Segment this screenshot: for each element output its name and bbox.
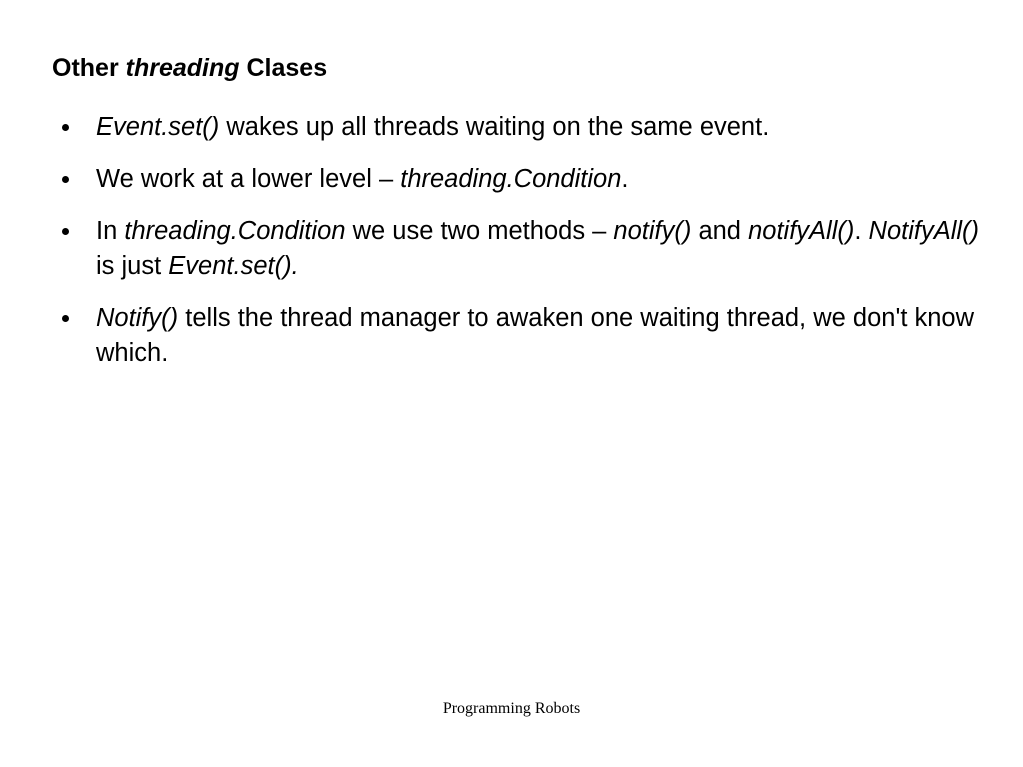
title-text-regular: Other bbox=[52, 54, 126, 82]
bullet-text: and bbox=[691, 217, 749, 245]
bullet-text: we use two methods – bbox=[345, 217, 614, 245]
bullet-dot-icon bbox=[62, 315, 69, 322]
bullet-text-italic: Event.set() bbox=[96, 113, 220, 141]
bullet-text-italic: threading.Condition bbox=[400, 165, 622, 193]
bullet-text-italic: Notify() bbox=[96, 304, 179, 332]
bullet-list bbox=[62, 110, 982, 388]
bullet-text: tells the thread manager to awaken one waiting thread, we don't know which. bbox=[96, 304, 975, 367]
bullet-text-italic: notifyAll() bbox=[748, 217, 855, 245]
bullet-text-italic: notify() bbox=[613, 217, 692, 245]
bullet-text-italic: NotifyAll() bbox=[868, 217, 980, 245]
bullet-text: We work at a lower level – bbox=[96, 165, 401, 193]
slide-title bbox=[52, 52, 327, 84]
bullet-text-italic: threading.Condition bbox=[124, 217, 346, 245]
bullet-dot-icon bbox=[62, 228, 69, 235]
bullet-item bbox=[62, 301, 982, 371]
bullet-text: . bbox=[854, 217, 869, 245]
bullet-item bbox=[62, 162, 982, 197]
bullet-text-italic: Event.set(). bbox=[168, 252, 299, 280]
slide-footer: Programming Robots bbox=[442, 700, 581, 717]
bullet-dot-icon bbox=[62, 124, 69, 131]
title-text-italic: threading bbox=[125, 54, 240, 82]
bullet-text: In bbox=[96, 217, 125, 245]
title-text-suffix: Clases bbox=[239, 54, 328, 82]
bullet-text: is just bbox=[96, 252, 169, 280]
bullet-item bbox=[62, 214, 982, 284]
bullet-item bbox=[62, 110, 982, 145]
bullet-text: . bbox=[621, 165, 629, 193]
bullet-dot-icon bbox=[62, 176, 69, 183]
bullet-text: wakes up all threads waiting on the same event. bbox=[219, 113, 770, 141]
